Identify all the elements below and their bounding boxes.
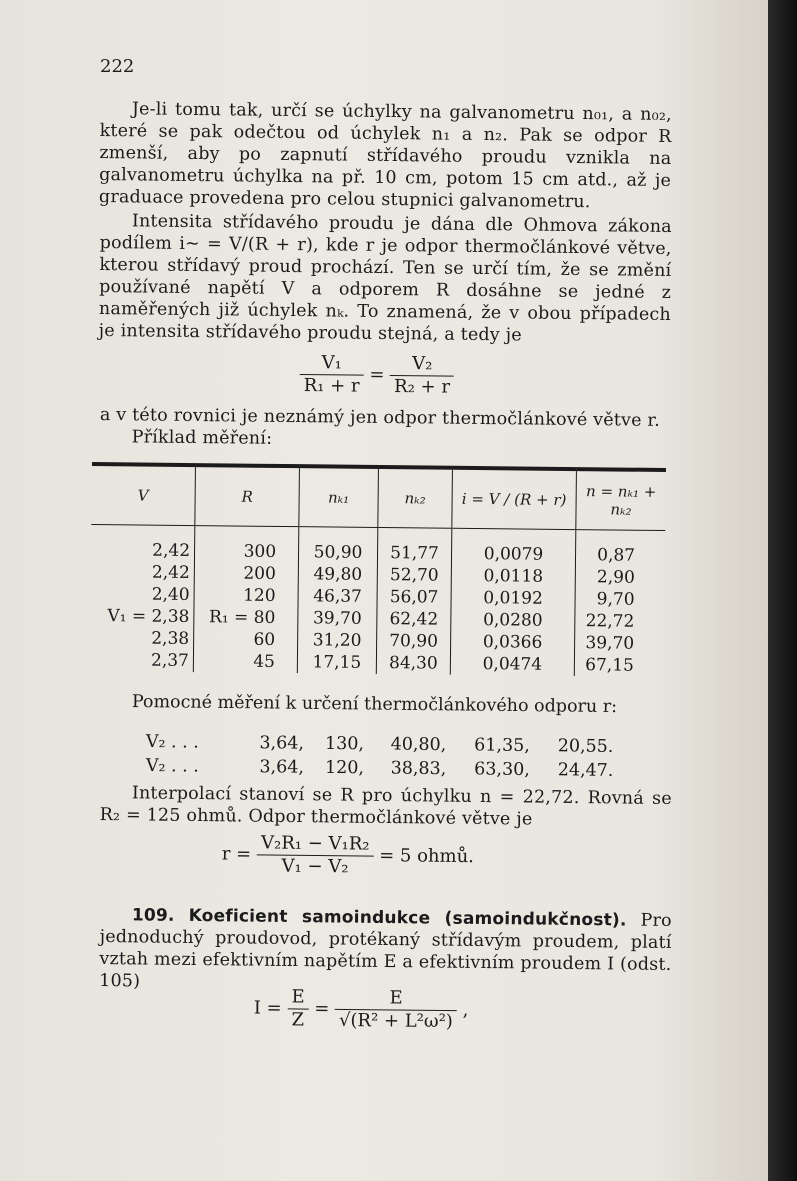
cell: 56,07 bbox=[389, 587, 439, 608]
cell: R₁ = 80 bbox=[208, 607, 276, 628]
cell: 46,37 bbox=[313, 586, 363, 607]
eq1-den-left: R₁ + r bbox=[303, 375, 360, 397]
column-n bbox=[574, 530, 665, 677]
cell: 300 bbox=[243, 541, 277, 562]
book-binding-edge bbox=[768, 0, 797, 1181]
header-R: R bbox=[195, 465, 300, 527]
cell: 22,72 bbox=[585, 611, 635, 632]
auxiliary-row bbox=[146, 756, 614, 781]
page-number: 222 bbox=[100, 56, 135, 77]
eq2-lhs: r = bbox=[221, 843, 252, 865]
table-row bbox=[90, 524, 666, 677]
eq2-den: V₁ − V₂ bbox=[281, 855, 349, 878]
aux-value: 40,80, bbox=[390, 734, 447, 756]
cell: 49,80 bbox=[313, 564, 363, 585]
cell: 39,70 bbox=[585, 633, 635, 654]
section-text: Pro jednoduchý proudovod, protékaný střídavým proudem, platí vztah mezi efektivním napětím E a efektivním proudem I (odst. 105) bbox=[99, 910, 672, 992]
aux-value: 38,83, bbox=[390, 758, 447, 780]
cell: 60 bbox=[253, 629, 276, 650]
cell: 17,15 bbox=[312, 652, 362, 673]
auxiliary-title: Pomocné měření k určení thermočlánkového odporu r: bbox=[131, 692, 618, 718]
paragraph-3 bbox=[100, 404, 672, 454]
aux-label: V₂ . . . bbox=[145, 756, 200, 777]
cell: 2,40 bbox=[151, 584, 190, 606]
aux-value: 61,35, bbox=[474, 735, 530, 757]
cell: 39,70 bbox=[312, 608, 362, 629]
eq1-num-left: V₁ bbox=[300, 352, 364, 376]
column-V bbox=[90, 524, 195, 672]
aux-value: 3,64, bbox=[259, 757, 305, 778]
column-nk2 bbox=[376, 527, 452, 674]
section-109 bbox=[99, 904, 672, 998]
cell: 62,42 bbox=[389, 609, 439, 630]
header-n: n = nₖ₁ + nₖ₂ bbox=[576, 469, 666, 530]
eq1-num-right: V₂ bbox=[390, 353, 454, 377]
cell: 52,70 bbox=[389, 565, 439, 586]
eq3-lhs: I = bbox=[253, 997, 282, 1019]
cell: 2,90 bbox=[596, 567, 635, 588]
cell: 2,42 bbox=[152, 540, 191, 562]
header-V: V bbox=[91, 464, 195, 526]
column-nk1 bbox=[297, 527, 378, 674]
cell: 0,0079 bbox=[483, 544, 544, 565]
eq3-den2: √(R² + L²ω²) bbox=[338, 1009, 453, 1033]
paragraph-5 bbox=[100, 782, 672, 832]
paragraph-1-text: Je-li tomu tak, určí se úchylky na galvanometru n₀₁, a n₀₂, které se pak odečtou od úchylek n₁ a n₂. Pak se odpor R zmenší, aby po zapnutí střídavého proudu vznikla na galvanometru úchylka na př. 10 cm, potom 15 cm atd., až je graduace provedena pro celou stupnici galvanometru. bbox=[98, 99, 672, 213]
column-R bbox=[193, 526, 299, 674]
cell: 0,0366 bbox=[482, 632, 543, 653]
aux-value: 3,64, bbox=[259, 733, 305, 754]
eq3-tail: , bbox=[462, 999, 469, 1021]
aux-value: 63,30, bbox=[474, 759, 530, 781]
eq3-num1: E bbox=[287, 986, 308, 1009]
paragraph-5-text: Interpolací stanoví se R pro úchylku n = 22,72. Rovná se R₂ = 125 ohmů. Odpor thermočlánkové větve je bbox=[99, 783, 672, 830]
paragraph-3-text: a v této rovnici je neznámý jen odpor thermočlánkové větve r. bbox=[99, 404, 661, 431]
auxiliary-row bbox=[146, 732, 614, 757]
header-nk2: nₖ₂ bbox=[378, 467, 453, 528]
eq3-equals: = bbox=[314, 998, 330, 1020]
aux-value: 120, bbox=[324, 757, 365, 779]
cell: 50,90 bbox=[313, 542, 363, 563]
cell: 84,30 bbox=[388, 653, 438, 674]
eq1-equals: = bbox=[369, 364, 385, 386]
cell: 2,42 bbox=[151, 562, 190, 584]
cell: 70,90 bbox=[389, 631, 439, 652]
paragraph-2 bbox=[99, 210, 672, 348]
aux-value: 20,55. bbox=[557, 736, 614, 757]
eq1-den-right: R₂ + r bbox=[394, 375, 451, 398]
paragraph-1 bbox=[99, 98, 672, 214]
paragraph-4-text: Příklad měření: bbox=[131, 427, 273, 449]
aux-value: 24,47. bbox=[557, 760, 614, 781]
cell: 2,37 bbox=[150, 650, 190, 672]
section-number: 109. bbox=[131, 905, 175, 926]
eq2-num: V₂R₁ − V₁R₂ bbox=[257, 832, 374, 856]
cell: 2,38 bbox=[151, 628, 190, 650]
equation-1 bbox=[300, 352, 455, 399]
cell: 31,20 bbox=[312, 630, 362, 651]
aux-value: 130, bbox=[324, 733, 365, 755]
table-header-row bbox=[91, 464, 666, 531]
aux-label: V₂ . . . bbox=[145, 732, 200, 753]
section-title: Koeficient samoindukce (samoindukčnost). bbox=[188, 905, 627, 931]
cell: 45 bbox=[253, 651, 276, 672]
eq3-den1: Z bbox=[291, 1009, 305, 1031]
header-i: i = V / (R + r) bbox=[452, 468, 577, 530]
cell: 200 bbox=[243, 563, 276, 584]
equation-2 bbox=[222, 832, 475, 880]
cell: V₁ = 2,38 bbox=[107, 606, 190, 628]
paragraph-2-text: Intensita střídavého proudu je dána dle Ohmova zákona podílem i~ = V/(R + r), kde r je odpor thermočlánkové větve, kterou střídavý proud prochází. Ten se určí tím, že se změní používané napětí V a odporem R dosáhne se jedné z naměřených již úchylek nₖ. To znamená, že v obou případech je intensita střídavého proudu stejná, a tedy je bbox=[98, 211, 672, 346]
cell: 0,87 bbox=[597, 545, 636, 566]
cell: 51,77 bbox=[390, 543, 439, 564]
column-i bbox=[450, 528, 576, 676]
cell: 0,0118 bbox=[483, 566, 544, 587]
eq3-num2: E bbox=[335, 987, 457, 1011]
measurement-table bbox=[90, 462, 666, 677]
cell: 0,0474 bbox=[482, 654, 543, 675]
cell: 0,0192 bbox=[483, 588, 543, 609]
cell: 67,15 bbox=[585, 655, 635, 676]
eq2-rhs: = 5 ohmů. bbox=[379, 845, 475, 868]
header-nk1: nₖ₁ bbox=[299, 466, 379, 527]
equation-3 bbox=[254, 986, 469, 1033]
cell: 0,0280 bbox=[483, 610, 543, 631]
cell: 9,70 bbox=[596, 589, 635, 610]
cell: 120 bbox=[243, 585, 276, 606]
